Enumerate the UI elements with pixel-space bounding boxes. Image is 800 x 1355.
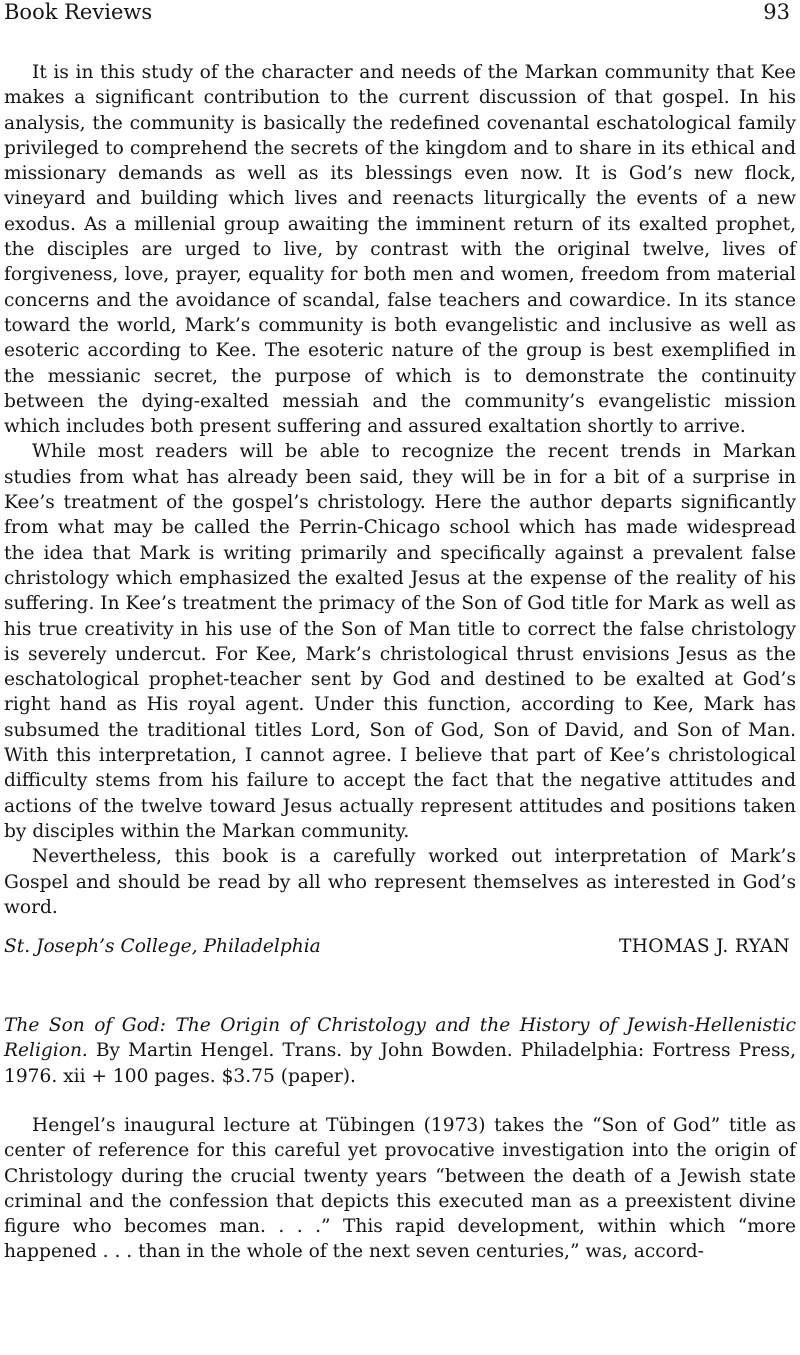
review-paragraph: While most readers will be able to recognize the recent trends in Markan studies from what has already been said, they will be in for a bit of a surprise in Kee’s treatment of the gospel’s christology. Here the author departs significantly from what may be called the Perrin-Chicago school which has made widespread the idea that Mark is writing primarily and specifically against a prevalent false christology which emphasized the exalted Jesus at the expense of the reality of his suffering. In Kee’s treatment the primacy of the Son of God title for Mark as well as his true creativity in his use of the Son of Man title to correct the false christology is severely undercut. For Kee, Mark’s christological thrust envisions Jesus as the eschatological prophet-teacher sent by God and destined to be exalted at God’s right hand as His royal agent. Under this function, according to Kee, Mark has subsumed the traditional titles Lord, Son of God, Son of David, and Son of Man. With this interpretation, I cannot agree. I believe that part of Kee’s christological difficulty stems from his failure to accept the fact that the negative attitudes and actions of the twelve toward Jesus actually represent attitudes and positions taken by disciples within the Markan community.: [4, 441, 796, 842]
book-citation: [4, 1013, 796, 1089]
running-header: [4, 0, 796, 30]
page-number: 93: [763, 0, 790, 24]
reviewer-affiliation: St. Joseph’s College, Philadelphia: [4, 936, 321, 958]
review-signature: [4, 934, 796, 959]
review-paragraph: Nevertheless, this book is a carefully worked out interpretation of Mark’s Gospel and should be read by all who represent themselves as interested in God’s word.: [4, 846, 796, 918]
section-title: Book Reviews: [4, 0, 153, 24]
review-paragraph: It is in this study of the character and needs of the Markan community that Kee makes a significant contribution to the current discussion of that gospel. In his analysis, the community is basically the redefined covenantal eschatological family privileged to comprehend the secrets of the kingdom and to share in its ethical and missionary demands as well as its blessings even now. It is God’s new flock, vineyard and building which lives and reenacts liturgically the events of a new exodus. As a millenial group awaiting the imminent return of its exalted prophet, the disciples are urged to live, by contrast with the original twelve, lives of forgiveness, love, prayer, equality for both men and women, freedom from material concerns and the avoidance of scandal, false teachers and cowardice. In its stance toward the world, Mark’s community is both evangelistic and inclusive as well as esoteric according to Kee. The esoteric nature of the group is best exemplified in the messianic secret, the purpose of which is to demonstrate the continuity between the dying-exalted messiah and the community’s evangelistic mission which includes both present suffering and assured exaltation shortly to arrive.: [4, 62, 796, 438]
book-title: The Son of God: The Origin of Christology and the History of Jewish-Hellenistic Religion.: [4, 1015, 796, 1062]
reviewer-name: THOMAS J. RYAN: [619, 936, 790, 958]
review-paragraph: Hengel’s inaugural lecture at Tübingen (1973) takes the “Son of God” title as center of reference for this careful yet provocative investigation into the origin of Christology during the crucial twenty years “between the death of a Jewish state criminal and the confession that depicts this executed man as a preexistent divine figure who becomes man. . . .” This rapid development, within which “more happened . . . than in the whole of the next seven centuries,” was, accord-: [4, 1114, 796, 1263]
book-details: By Martin Hengel. Trans. by John Bowden. Philadelphia: Fortress Press, 1976. xii + 100 pages. $3.75 (paper).: [4, 1040, 796, 1087]
review-kee: [4, 60, 796, 959]
review-hengel: [4, 1013, 796, 1265]
